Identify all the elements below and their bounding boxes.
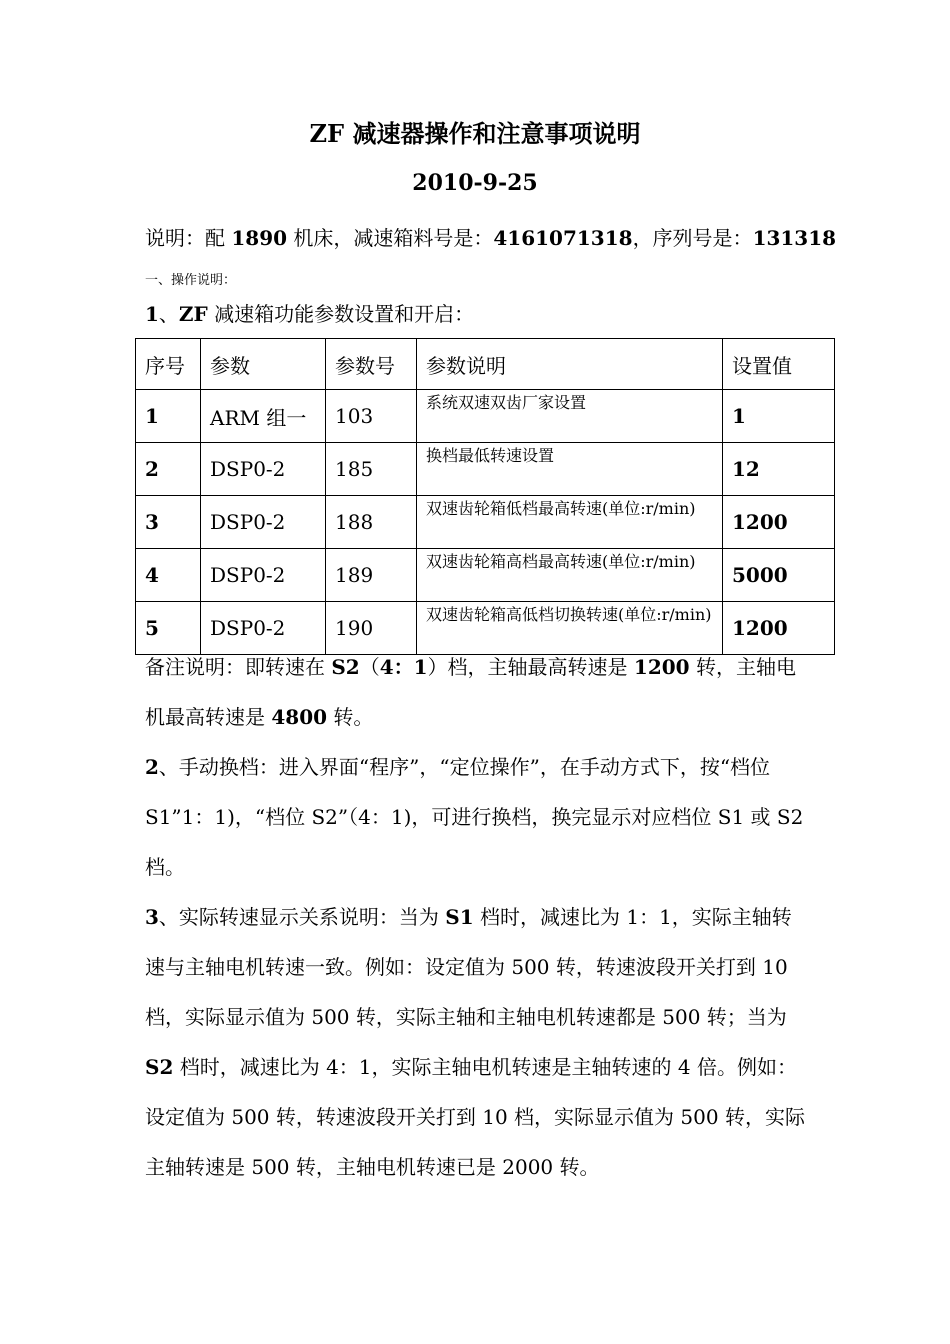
intro-text: 机床，减速箱料号是： [287, 226, 494, 250]
heading-text: 、 [158, 302, 179, 326]
table-row [136, 496, 835, 549]
parameter-table [135, 338, 835, 655]
column-header: 参数 [201, 339, 326, 390]
param-description: 双速齿轮箱高低档切换转速(单位:r/min) [417, 602, 723, 655]
param-group: DSP0-2 [201, 549, 326, 602]
row-index: 2 [136, 443, 201, 496]
param-number: 185 [326, 443, 417, 496]
machine-model: 1890 [231, 226, 288, 250]
param-value: 5000 [723, 549, 835, 602]
param-value: 1200 [723, 602, 835, 655]
serial-number: 131318 [752, 226, 837, 250]
table-row [136, 549, 835, 602]
step-number: 1 [145, 302, 159, 326]
param-group: DSP0-2 [201, 443, 326, 496]
document-title [0, 114, 950, 149]
column-header: 序号 [136, 339, 201, 390]
row-index: 5 [136, 602, 201, 655]
column-header: 参数号 [326, 339, 417, 390]
gear-s2: S2 [331, 655, 360, 679]
param-group: DSP0-2 [201, 602, 326, 655]
intro-text: 说明：配 [145, 226, 232, 250]
param-value: 12 [723, 443, 835, 496]
param-value: 1 [723, 390, 835, 443]
heading-text: 减速箱功能参数设置和开启： [207, 302, 475, 326]
row-index: 1 [136, 390, 201, 443]
gear-s1: S1 [445, 905, 474, 929]
param-description: 换档最低转速设置 [417, 443, 723, 496]
param-description: 双速齿轮箱高档最高转速(单位:r/min) [417, 549, 723, 602]
section-heading: 一、操作说明： [145, 273, 237, 288]
max-motor-speed: 4800 [271, 705, 328, 729]
step-number: 3 [145, 905, 159, 929]
table-row [136, 390, 835, 443]
table-header-row [136, 339, 835, 390]
intro-text: ，序列号是： [632, 226, 753, 250]
param-number: 188 [326, 496, 417, 549]
gear-ratio: 4：1 [379, 655, 428, 679]
row-index: 4 [136, 549, 201, 602]
step3-paragraph: 3、实际转速显示关系说明：当为 S1 档时，减速比为 1：1，实际主轴转速与主轴电机转速一致。例如：设定值为 500 转，转速波段开关打到 10 档，实际显示值为 500 转，实际主轴和主轴电机转速都是 500 转；当为 S2 档时，减速比为 4：1，实际主轴电机转速是主轴转速的 4 倍。例如：设定值为 500 转，转速波段开关打到 10 档，实际显示值为 500 转，实际主轴转速是 500 转，主轴电机转速已是 2000 转。 [145, 905, 805, 1179]
heading-brand: ZF [178, 302, 208, 326]
param-number: 103 [326, 390, 417, 443]
param-number: 190 [326, 602, 417, 655]
max-spindle-speed: 1200 [633, 655, 690, 679]
step2-paragraph [145, 742, 810, 892]
part-number: 4161071318 [493, 226, 633, 250]
param-number: 189 [326, 549, 417, 602]
param-group: DSP0-2 [201, 496, 326, 549]
param-description: 双速齿轮箱低档最高转速(单位:r/min) [417, 496, 723, 549]
intro-line [145, 222, 836, 251]
param-group: ARM 组一 [201, 390, 326, 443]
row-index: 3 [136, 496, 201, 549]
title-text: ZF 减速器操作和注意事项说明 [309, 119, 641, 148]
step2-text: 、手动换档：进入界面“程序”，“定位操作”，在手动方式下，按“档位 S1”1：1)，“档位 S2”（4：1)，可进行换档，换完显示对应档位 S1 或 S2 档。 [145, 755, 804, 879]
step-number: 2 [145, 755, 159, 779]
document-date: 2010-9-25 [412, 170, 538, 196]
table-row [136, 443, 835, 496]
param-value: 1200 [723, 496, 835, 549]
remark-paragraph: 备注说明：即转速在 S2（4：1）档，主轴最高转速是 1200 转，主轴电机最高转速是 4800 转。 [145, 655, 796, 729]
step1-heading [145, 298, 474, 327]
column-header: 设置值 [723, 339, 835, 390]
param-description: 系统双速双齿厂家设置 [417, 390, 723, 443]
gear-s2: S2 [145, 1055, 174, 1079]
column-header: 参数说明 [417, 339, 723, 390]
